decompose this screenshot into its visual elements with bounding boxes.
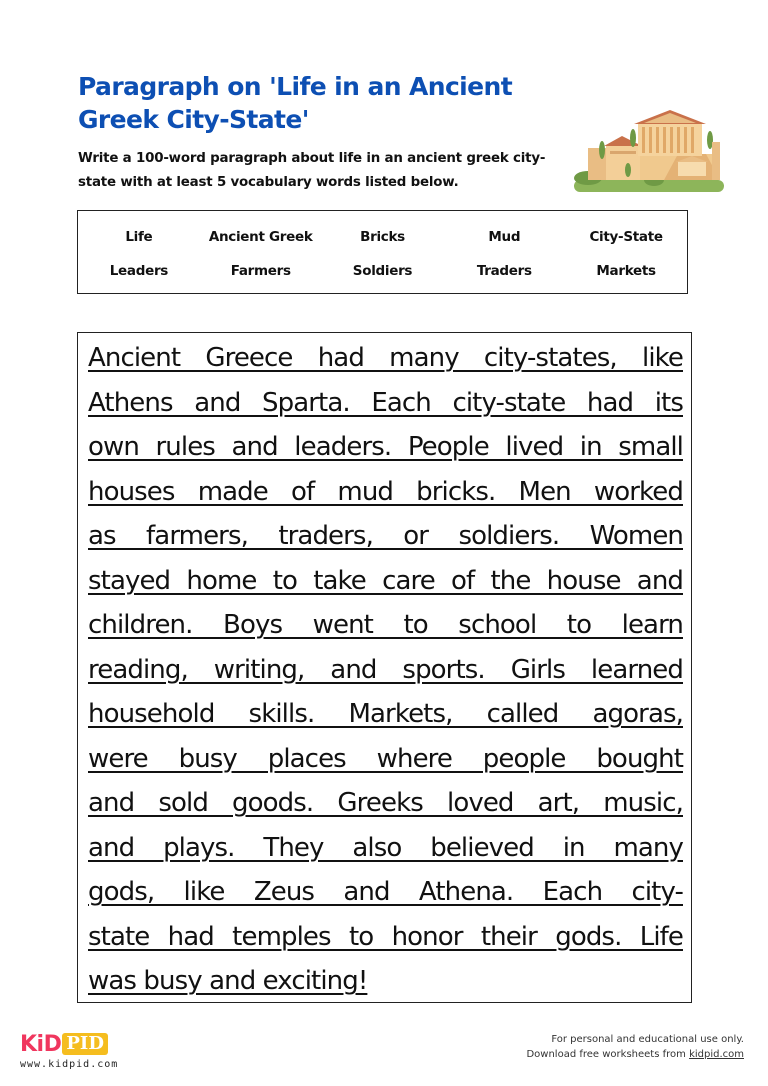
vocab-word: Soldiers [352, 263, 413, 279]
paragraph-line: as farmers, traders, or soldiers. Women [88, 521, 683, 551]
paragraph-line: and plays. They also believed in many [88, 832, 683, 863]
paragraph-line: Athens and Sparta. Each city-state had its [88, 387, 683, 418]
paragraph-line: gods, like Zeus and Athena. Each city- [88, 877, 683, 907]
paragraph-line: children. Boys went to school to learn [88, 610, 683, 640]
page-title: Paragraph on 'Life in an Ancient Greek City-State' [78, 72, 513, 134]
usage-note: For personal and educational use only. [551, 1034, 744, 1045]
paragraph-line: was busy and exciting! [88, 966, 368, 996]
paragraph-line: own rules and leaders. People lived in small [88, 432, 683, 462]
paragraph-line: reading, writing, and sports. Girls learned [88, 654, 683, 685]
vocab-word: Traders [476, 263, 532, 279]
instructions: Write a 100-word paragraph about life in an ancient greek city-state with at least 5 vocabulary words listed below. [78, 151, 546, 190]
paragraph-box [77, 332, 692, 1003]
kidpid-link[interactable]: kidpid.com [689, 1049, 744, 1060]
kidpid-logo [20, 1032, 108, 1057]
vocab-word: Bricks [360, 229, 405, 245]
paragraph-line: stayed home to take care of the house and [88, 565, 683, 596]
vocabulary-box [77, 210, 688, 294]
paragraph-line: and sold goods. Greeks loved art, music, [88, 788, 683, 818]
paragraph-line: household skills. Markets, called agoras, [88, 699, 683, 729]
paragraph-line: state had temples to honor their gods. Life [88, 921, 683, 952]
download-note [526, 1047, 744, 1062]
vocab-word: Ancient Greek [208, 229, 313, 245]
vocab-word: Life [125, 229, 153, 245]
vocab-word: Markets [596, 263, 656, 279]
vocab-word: Farmers [230, 263, 291, 279]
paragraph-line: houses made of mud bricks. Men worked [88, 476, 683, 507]
paragraph-line: were busy places where people bought [88, 743, 683, 774]
download-note-prefix: Download free worksheets from [526, 1049, 690, 1060]
footer-note [526, 1032, 744, 1062]
logo-url: www.kidpid.com [20, 1059, 119, 1070]
vocab-word: City-State [589, 229, 663, 245]
logo-pid-text: PID [62, 1033, 108, 1055]
greek-temple-illustration-icon [566, 96, 724, 196]
vocab-word: Leaders [109, 263, 169, 279]
logo-kid-text: KiD [20, 1032, 62, 1057]
paragraph-line: Ancient Greece had many city-states, like [88, 343, 683, 373]
vocab-word: Mud [488, 229, 521, 245]
vocabulary-grid [78, 211, 687, 288]
